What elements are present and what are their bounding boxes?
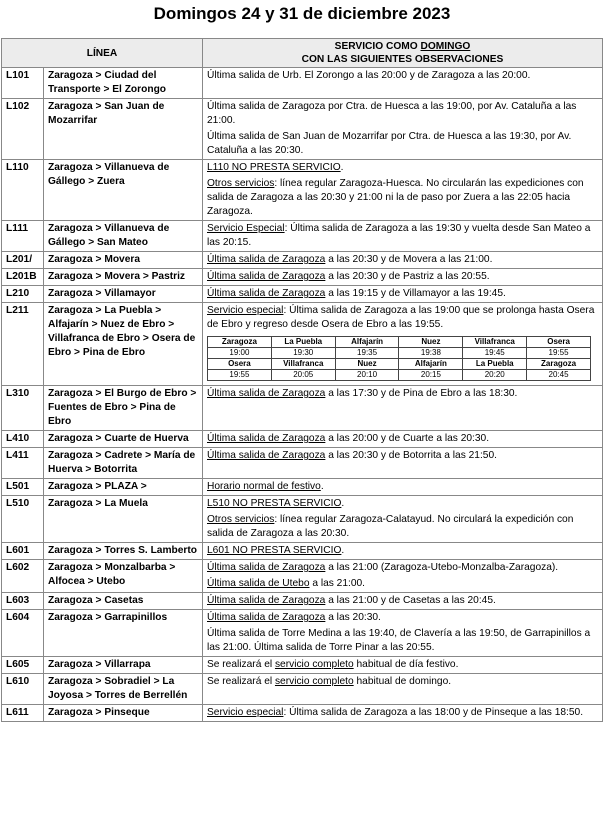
line-code: L603: [2, 593, 44, 610]
line-observations: Última salida de Zaragoza por Ctra. de Huesca a las 19:00, por Av. Cataluña a las 21:00. Última salida de San Juan de Mozarrifar por Ctra. de Huesca a las 19:30, por Av. Cataluña a las 20:30.: [203, 99, 603, 160]
line-observations: Servicio Especial: Última salida de Zaragoza a las 19:30 y vuelta desde San Mateo a las 20:15.: [203, 221, 603, 252]
timetable-time: 19:38: [399, 348, 463, 359]
line-observations: Última salida de Zaragoza a las 19:15 y de Villamayor a las 19:45.: [203, 286, 603, 303]
line-code: L101: [2, 68, 44, 99]
line-route: Zaragoza > Torres S. Lamberto: [44, 543, 203, 560]
line-code: L201B: [2, 269, 44, 286]
timetable-header-row: [208, 359, 591, 370]
line-route: Zaragoza > Movera > Pastriz: [44, 269, 203, 286]
line-observations: Horario normal de festivo.: [203, 479, 603, 496]
table-row: [2, 674, 603, 705]
table-row: [2, 269, 603, 286]
timetable-stop: Zaragoza: [208, 337, 272, 348]
line-code: L310: [2, 386, 44, 431]
line-route: Zaragoza > Cuarte de Huerva: [44, 431, 203, 448]
timetable-stop: Villafranca: [463, 337, 527, 348]
table-row: [2, 448, 603, 479]
line-observations: Última salida de Zaragoza a las 21:00 y de Casetas a las 20:45.: [203, 593, 603, 610]
line-observations: Servicio especial: Última salida de Zaragoza a las 18:00 y de Pinseque a las 18:50.: [203, 705, 603, 722]
timetable-stop: La Puebla: [271, 337, 335, 348]
line-route: Zaragoza > La Puebla > Alfajarín > Nuez de Ebro > Villafranca de Ebro > Osera de Ebro > Pina de Ebro: [44, 303, 203, 386]
line-route: Zaragoza > Monzalbarba > Alfocea > Utebo: [44, 560, 203, 593]
line-code: L611: [2, 705, 44, 722]
line-observations: Última salida de Zaragoza a las 20:30 y de Movera a las 21:00.: [203, 252, 603, 269]
line-code: L501: [2, 479, 44, 496]
line-code: L210: [2, 286, 44, 303]
page-title: Domingos 24 y 31 de diciembre 2023: [153, 4, 451, 23]
table-row: [2, 286, 603, 303]
line-observations: Se realizará el servicio completo habitual de domingo.: [203, 674, 603, 705]
timetable-time-row: [208, 370, 591, 381]
line-code: L605: [2, 657, 44, 674]
line-code: L411: [2, 448, 44, 479]
line-route: Zaragoza > PLAZA >: [44, 479, 203, 496]
line-observations: Última salida de Urb. El Zorongo a las 20:00 y de Zaragoza a las 20:00.: [203, 68, 603, 99]
timetable-time: 19:35: [335, 348, 399, 359]
timetable-time: 19:55: [208, 370, 272, 381]
line-route: Zaragoza > Cadrete > María de Huerva > Botorrita: [44, 448, 203, 479]
line-route: Zaragoza > Villarrapa: [44, 657, 203, 674]
timetable-time: 19:30: [271, 348, 335, 359]
table-header: [2, 39, 603, 68]
timetable-stop: La Puebla: [463, 359, 527, 370]
timetable-time: 19:00: [208, 348, 272, 359]
line-observations: L110 NO PRESTA SERVICIO. Otros servicios: línea regular Zaragoza-Huesca. No circularán las expediciones con salida de Zaragoza a las 20:30 y 21:00 ni la de paso por Zuera a las 22:05 hacia Zaragoza.: [203, 160, 603, 221]
table-row: [2, 543, 603, 560]
line-observations: Última salida de Zaragoza a las 17:30 y de Pina de Ebro a las 18:30.: [203, 386, 603, 431]
line-route: Zaragoza > Movera: [44, 252, 203, 269]
table-row: [2, 160, 603, 221]
line-route: Zaragoza > El Burgo de Ebro > Fuentes de Ebro > Pina de Ebro: [44, 386, 203, 431]
table-row: [2, 386, 603, 431]
table-row: [2, 610, 603, 657]
line-route: Zaragoza > San Juan de Mozarrifar: [44, 99, 203, 160]
line-code: L610: [2, 674, 44, 705]
timetable-stop: Zaragoza: [527, 359, 591, 370]
timetable-time: 20:45: [527, 370, 591, 381]
timetable-stop: Alfajarín: [399, 359, 463, 370]
timetable-header-row: [208, 337, 591, 348]
table-row: [2, 705, 603, 722]
timetable-time: 19:45: [463, 348, 527, 359]
line-observations: L601 NO PRESTA SERVICIO.: [203, 543, 603, 560]
line-observations: L510 NO PRESTA SERVICIO. Otros servicios: línea regular Zaragoza-Calatayud. No circulará la expedición con salida de Zaragoza a las 20:30.: [203, 496, 603, 543]
table-row: [2, 657, 603, 674]
timetable-stop: Nuez: [335, 359, 399, 370]
line-code: L111: [2, 221, 44, 252]
line-route: Zaragoza > La Muela: [44, 496, 203, 543]
timetable-stop: Nuez: [399, 337, 463, 348]
line-route: Zaragoza > Casetas: [44, 593, 203, 610]
timetable-time: 19:55: [527, 348, 591, 359]
table-row: [2, 496, 603, 543]
timetable-time: 20:05: [271, 370, 335, 381]
table-row: [2, 303, 603, 386]
line-route: Zaragoza > Villamayor: [44, 286, 203, 303]
table-row: [2, 560, 603, 593]
table-row: [2, 431, 603, 448]
line-observations: Se realizará el servicio completo habitual de día festivo.: [203, 657, 603, 674]
line-code: L410: [2, 431, 44, 448]
line-code: L510: [2, 496, 44, 543]
timetable-stop: Osera: [208, 359, 272, 370]
timetable-time: 20:20: [463, 370, 527, 381]
timetable-time-row: [208, 348, 591, 359]
line-observations: Servicio especial: Última salida de Zaragoza a las 19:00 que se prolonga hasta Osera de Ebro y regreso desde Osera de Ebro a las 19:55. Zaragoza La Puebla Alfajarín Nuez Villafranca Osera 19:00 19:30 19:35 19:38 19:45 19:55 Osera Villafranca Nuez Alfajarín La Puebla Zaragoza 19:55 20:05 20:10 20:15 20:20 20:45: [203, 303, 603, 386]
line-route: Zaragoza > Villanueva de Gállego > Zuera: [44, 160, 203, 221]
table-row: [2, 479, 603, 496]
line-route: Zaragoza > Garrapinillos: [44, 610, 203, 657]
line-observations: Última salida de Zaragoza a las 20:00 y de Cuarte a las 20:30.: [203, 431, 603, 448]
timetable-time: 20:15: [399, 370, 463, 381]
line-route: Zaragoza > Villanueva de Gállego > San Mateo: [44, 221, 203, 252]
table-row: [2, 252, 603, 269]
table-row: [2, 99, 603, 160]
line-route: Zaragoza > Ciudad del Transporte > El Zorongo: [44, 68, 203, 99]
timetable-stop: Villafranca: [271, 359, 335, 370]
line-observations: Última salida de Zaragoza a las 21:00 (Zaragoza-Utebo-Monzalba-Zaragoza). Última salida de Utebo a las 21:00.: [203, 560, 603, 593]
line-observations: Última salida de Zaragoza a las 20:30 y de Botorrita a las 21:50.: [203, 448, 603, 479]
header-linea: LÍNEA: [2, 39, 203, 68]
line-code: L211: [2, 303, 44, 386]
timetable-time: 20:10: [335, 370, 399, 381]
l211-timetable: [207, 336, 591, 381]
line-observations: Última salida de Zaragoza a las 20:30 y de Pastriz a las 20:55.: [203, 269, 603, 286]
line-code: L102: [2, 99, 44, 160]
line-code: L604: [2, 610, 44, 657]
table-row: [2, 68, 603, 99]
line-code: L201/: [2, 252, 44, 269]
line-code: L602: [2, 560, 44, 593]
timetable-stop: Alfajarín: [335, 337, 399, 348]
table-row: [2, 221, 603, 252]
line-route: Zaragoza > Pinseque: [44, 705, 203, 722]
line-route: Zaragoza > Sobradiel > La Joyosa > Torres de Berrellén: [44, 674, 203, 705]
header-servicio: SERVICIO COMO DOMINGO CON LAS SIGUIENTES OBSERVACIONES: [203, 39, 603, 68]
line-code: L601: [2, 543, 44, 560]
table-row: [2, 593, 603, 610]
timetable-stop: Osera: [527, 337, 591, 348]
schedule-table: [1, 38, 603, 722]
line-code: L110: [2, 160, 44, 221]
line-observations: Última salida de Zaragoza a las 20:30. Última salida de Torre Medina a las 19:40, de Clavería a las 19:50, de Garrapinillos a las 21:00. Última salida de Torre Pinar a las 20:55.: [203, 610, 603, 657]
